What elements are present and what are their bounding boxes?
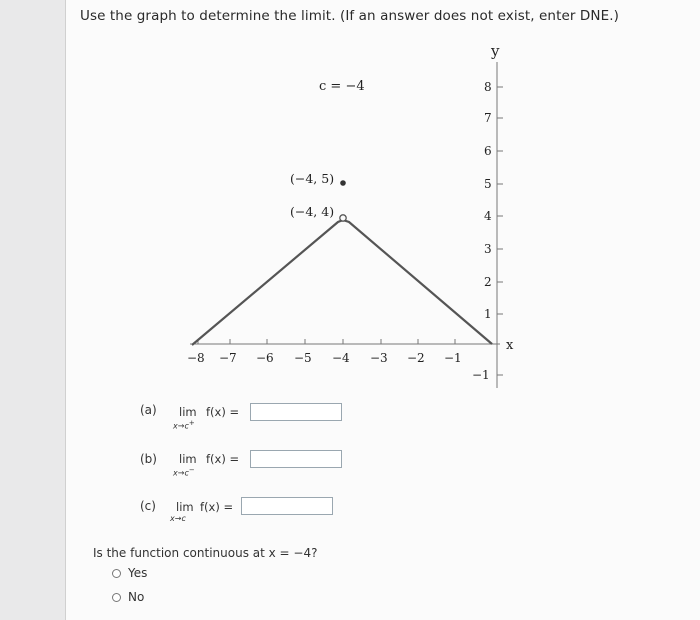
part-b-label: (b) [140,452,157,466]
x-tick-label: −6 [256,351,274,365]
limit-subscript: x→c− [173,466,195,478]
part-c-fx: f(x) = [200,500,234,514]
limit-subscript: x→c+ [173,419,195,431]
radio-no-label: No [128,590,145,604]
open-point [340,215,346,221]
x-tick-label: −1 [444,351,462,365]
y-tick-label: 5 [484,177,492,191]
x-axis-label: x [506,338,514,353]
lim-word: lim [179,405,197,419]
radio-circle-icon[interactable] [112,593,121,602]
y-tick-label: 3 [484,242,492,256]
y-tick-label: −1 [472,368,490,382]
y-tick-label: 6 [484,144,492,158]
radio-yes-label: Yes [128,566,148,580]
lim-word: lim [179,452,197,466]
y-tick-label: 8 [484,80,492,94]
x-tick-label: −4 [332,351,350,365]
y-tick-label: 2 [484,275,492,289]
filled-point-label: (−4, 5) [290,171,335,186]
part-c-answer-input[interactable] [241,497,333,515]
continuity-question: Is the function continuous at x = −4? [93,546,318,560]
part-a-answer-input[interactable] [250,403,342,421]
limit-subscript: x→c [170,514,186,523]
y-tick-label: 7 [484,111,492,125]
y-tick-label: 4 [484,209,492,223]
function-line [192,220,492,345]
y-axis-label: y [491,42,500,60]
part-b-answer-input[interactable] [250,450,342,468]
part-a-fx: f(x) = [206,405,240,419]
y-ticks [472,80,503,382]
part-b-fx: f(x) = [206,452,240,466]
radio-circle-icon[interactable] [112,569,121,578]
part-c-label: (c) [140,499,156,513]
question-instruction: Use the graph to determine the limit. (If an answer does not exist, enter DNE.) [80,8,620,24]
c-label: c = −4 [319,79,365,94]
x-tick-label: −5 [294,351,312,365]
part-a-label: (a) [140,403,157,417]
radio-no[interactable] [112,590,144,604]
x-tick-label: −7 [219,351,237,365]
x-ticks [187,339,462,365]
y-tick-label: 1 [484,307,492,321]
x-tick-label: −2 [407,351,425,365]
x-tick-label: −3 [370,351,388,365]
radio-yes[interactable] [112,566,147,580]
filled-point [340,180,346,186]
open-point-label: (−4, 4) [290,204,335,219]
lim-word: lim [176,500,194,514]
x-tick-label: −8 [187,351,205,365]
